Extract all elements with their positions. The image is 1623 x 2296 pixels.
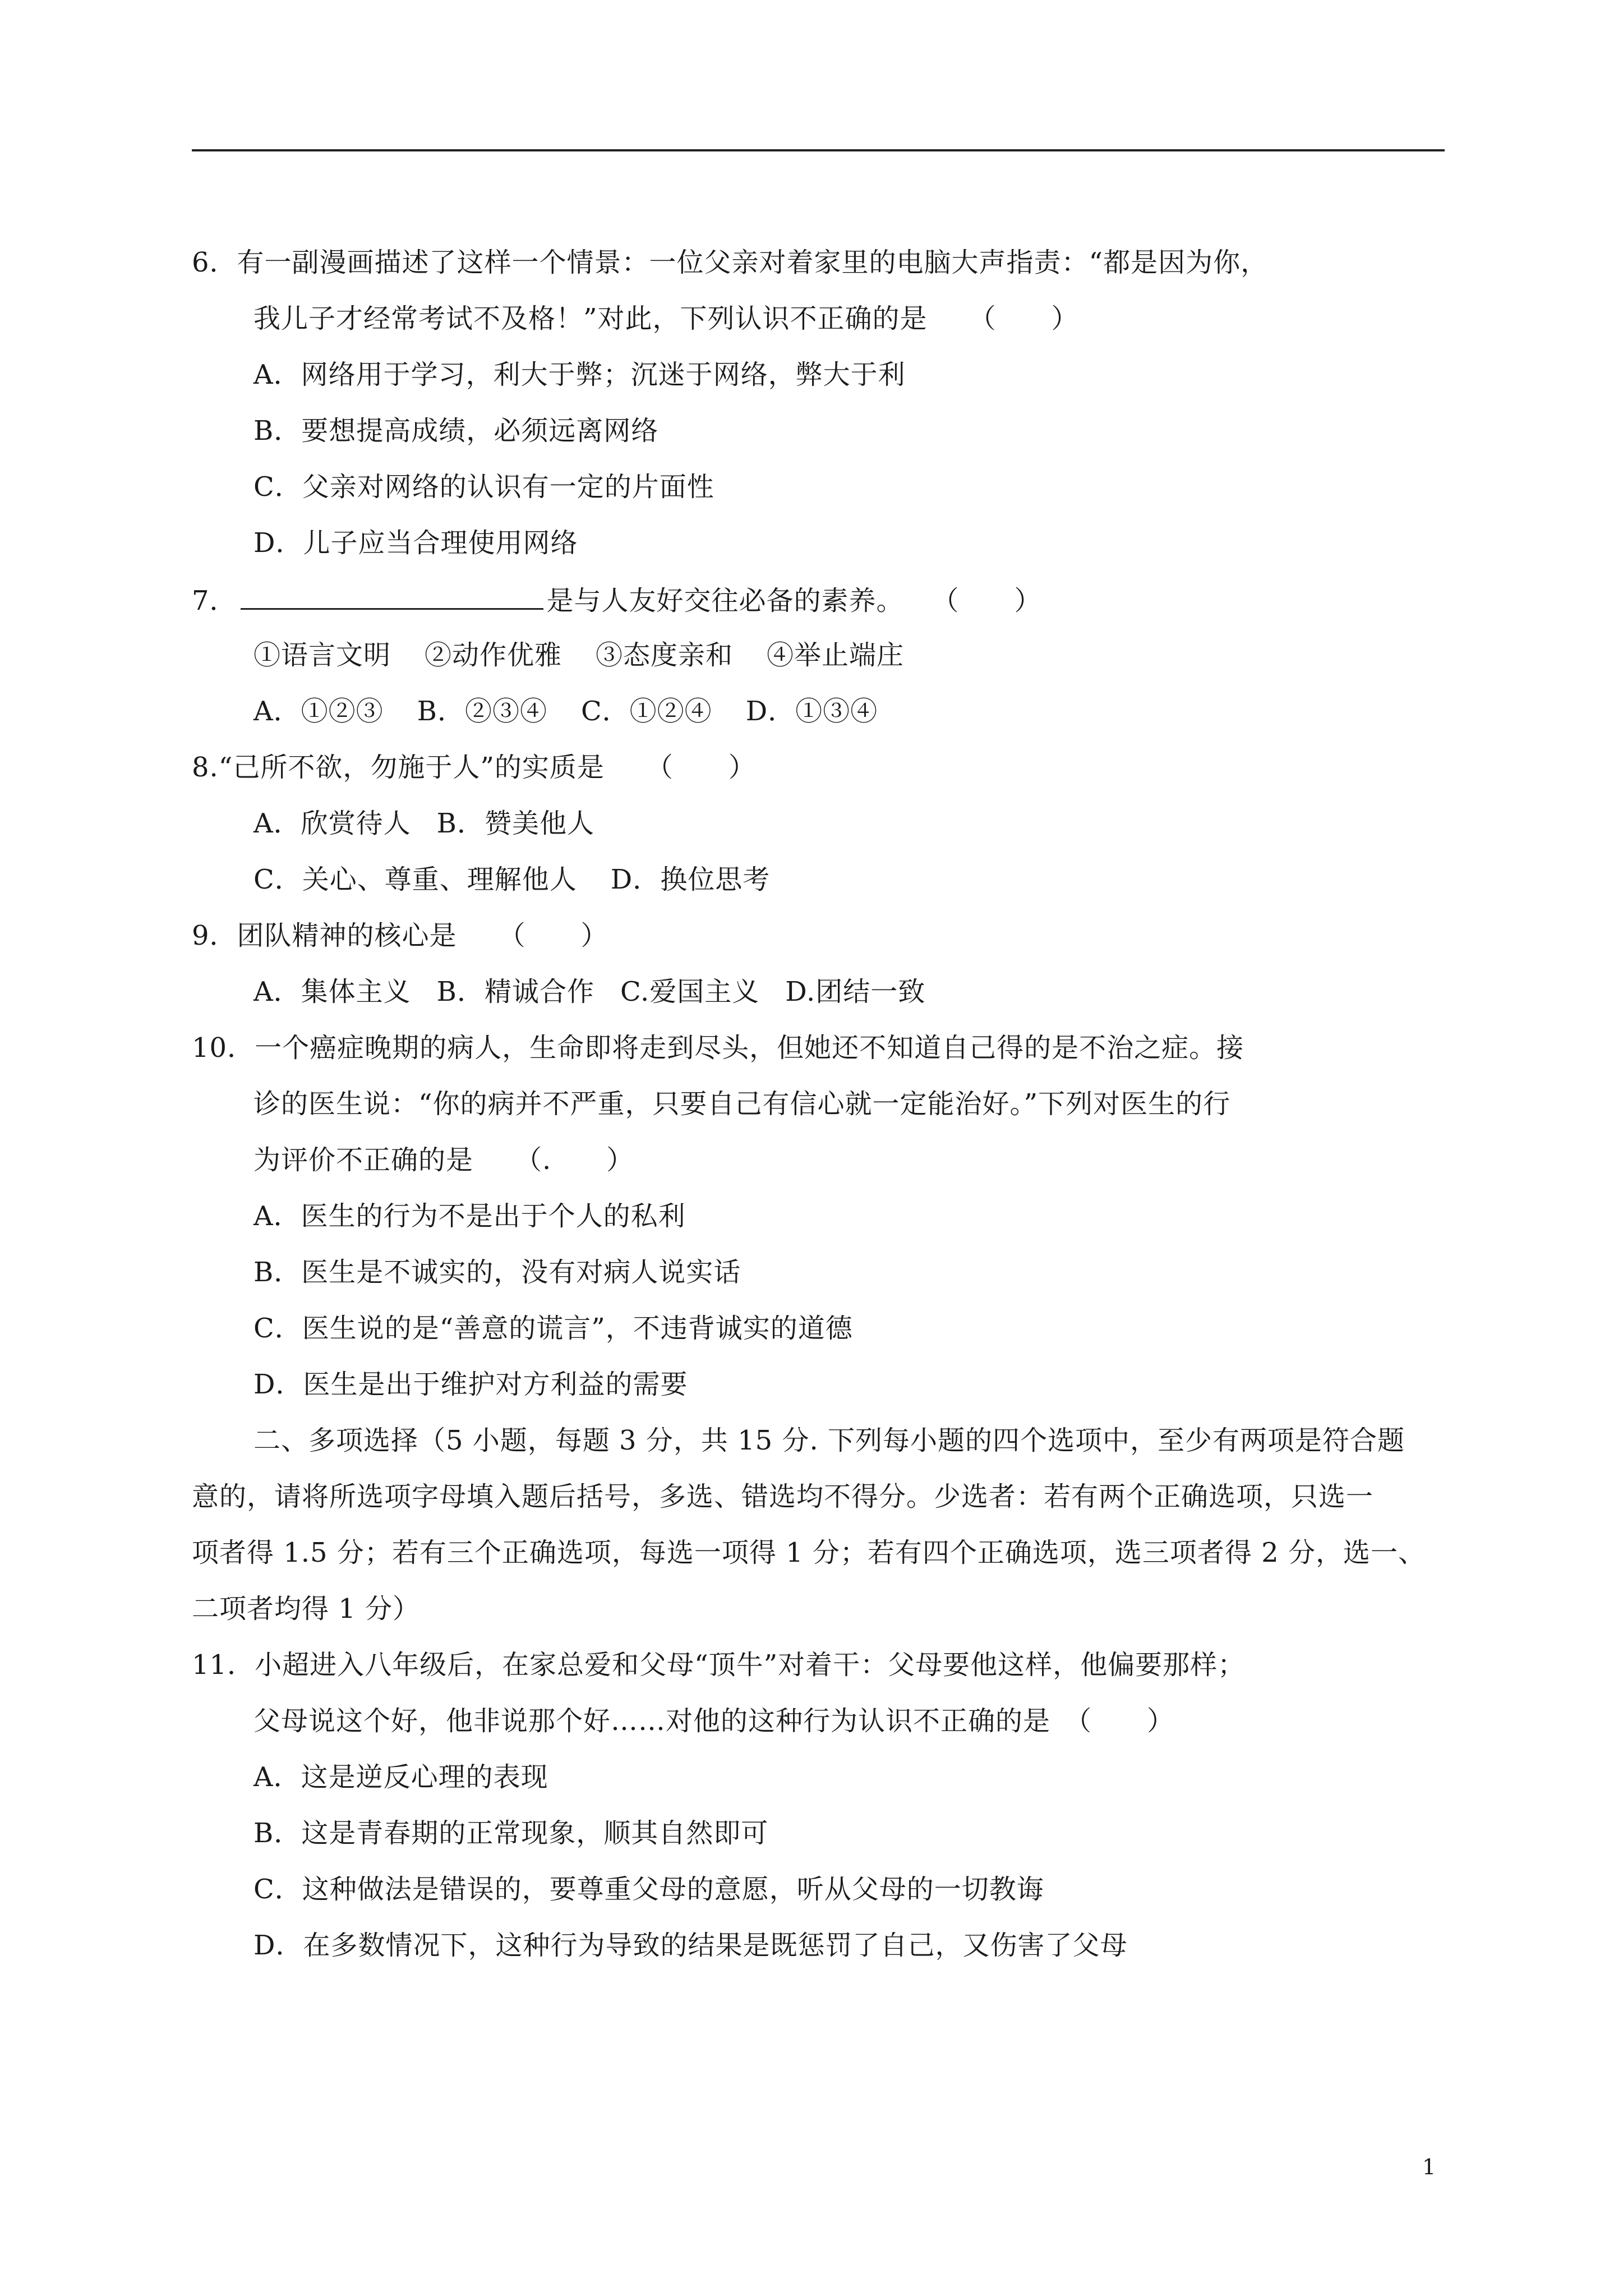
q9-option-c: C.爱国主义: [620, 976, 760, 1007]
q11-option-b: B．这是青春期的正常现象，顺其自然即可: [253, 1818, 769, 1849]
q7-option-a: A．①②③: [253, 696, 384, 727]
q7-stem: [192, 582, 1042, 618]
q8-option-b: B．赞美他人: [436, 808, 594, 839]
q10-option-b: B．医生是不诚实的，没有对病人说实话: [253, 1257, 741, 1288]
q7-number: 7．: [192, 585, 237, 616]
q8-stem: 8.“己所不欲，勿施于人”的实质是 （ ）: [192, 752, 756, 783]
q9-options: [253, 975, 925, 1009]
section2-line2: 意的，请将所选项字母填入题后括号，多选、错选均不得分。少选者：若有两个正确选项，只选一: [192, 1481, 1374, 1512]
q9-option-b: B．精诚合作: [436, 976, 594, 1007]
q7-item-1: ①语言文明: [253, 639, 391, 671]
q10-stem-line3: 为评价不正确的是 （. ）: [253, 1144, 634, 1176]
q7-item-2: ②动作优雅: [425, 639, 562, 671]
q10-option-a: A．医生的行为不是出于个人的私利: [253, 1200, 686, 1232]
q11-option-c: C．这种做法是错误的，要尊重父母的意愿，听从父母的一切教诲: [253, 1874, 1044, 1905]
q7-option-b: B．②③④: [417, 696, 547, 727]
q7-options: [253, 694, 878, 728]
q10-option-c: C．医生说的是“善意的谎言”，不违背诚实的道德: [253, 1313, 853, 1344]
q6-stem-line1: 6．有一副漫画描述了这样一个情景：一位父亲对着家里的电脑大声指责：“都是因为你，: [192, 247, 1269, 278]
q6-stem-line2: 我儿子才经常考试不及格！”对此，下列认识不正确的是 （ ）: [253, 303, 1079, 334]
q8-option-a: A．欣赏待人: [253, 808, 411, 839]
q7-item-4: ④举止端庄: [767, 639, 905, 671]
q9-option-a: A．集体主义: [253, 976, 411, 1007]
q8-option-c: C．关心、尊重、理解他人: [253, 864, 577, 895]
q6-option-c: C．父亲对网络的认识有一定的片面性: [253, 471, 714, 503]
q6-option-d: D．儿子应当合理使用网络: [253, 527, 578, 559]
q9-option-d: D.团结一致: [785, 976, 926, 1007]
q7-item-3: ③态度亲和: [596, 639, 734, 671]
q7-option-c: C．①②④: [580, 696, 712, 727]
page-number: 1: [1422, 2155, 1436, 2179]
q7-stem-text: 是与人友好交往必备的素养。 （ ）: [546, 585, 1042, 616]
q11-option-a: A．这是逆反心理的表现: [253, 1761, 548, 1793]
q7-fill-blank: [241, 582, 543, 610]
header-rule: [192, 149, 1445, 151]
q10-option-d: D．医生是出于维护对方利益的需要: [253, 1369, 688, 1400]
q10-stem-line2: 诊的医生说：“你的病并不严重，只要自己有信心就一定能治好。”下列对医生的行: [253, 1088, 1231, 1120]
section2-heading: 二、多项选择（5 小题，每题 3 分，共 15 分. 下列每小题的四个选项中，至少有两项是符合题: [253, 1425, 1405, 1456]
q8-option-d: D．换位思考: [610, 864, 771, 895]
q8-options-row2: [253, 863, 770, 896]
q8-options-row1: [253, 807, 594, 840]
q11-stem-line1: 11．小超进入八年级后，在家总爱和父母“顶牛”对着干：父母要他这样，他偏要那样；: [192, 1649, 1246, 1681]
q6-option-a: A．网络用于学习，利大于弊；沉迷于网络，弊大于利: [253, 359, 906, 390]
q6-option-b: B．要想提高成绩，必须远离网络: [253, 415, 659, 447]
q11-stem-line2: 父母说这个好，他非说那个好……对他的这种行为认识不正确的是 （ ）: [253, 1705, 1175, 1737]
q11-option-d: D．在多数情况下，这种行为导致的结果是既惩罚了自己，又伤害了父母: [253, 1930, 1128, 1961]
q9-stem: 9．团队精神的核心是 （ ）: [192, 920, 608, 951]
q7-option-d: D．①③④: [745, 696, 878, 727]
q10-stem-line1: 10．一个癌症晚期的病人，生命即将走到尽头，但她还不知道自己得的是不治之症。接: [192, 1032, 1244, 1064]
section2-line3: 项者得 1.5 分；若有三个正确选项，每选一项得 1 分；若有四个正确选项，选三项者得 2 分，选一、: [192, 1537, 1426, 1568]
q7-items: [253, 638, 904, 672]
section2-line4: 二项者均得 1 分）: [192, 1593, 421, 1625]
